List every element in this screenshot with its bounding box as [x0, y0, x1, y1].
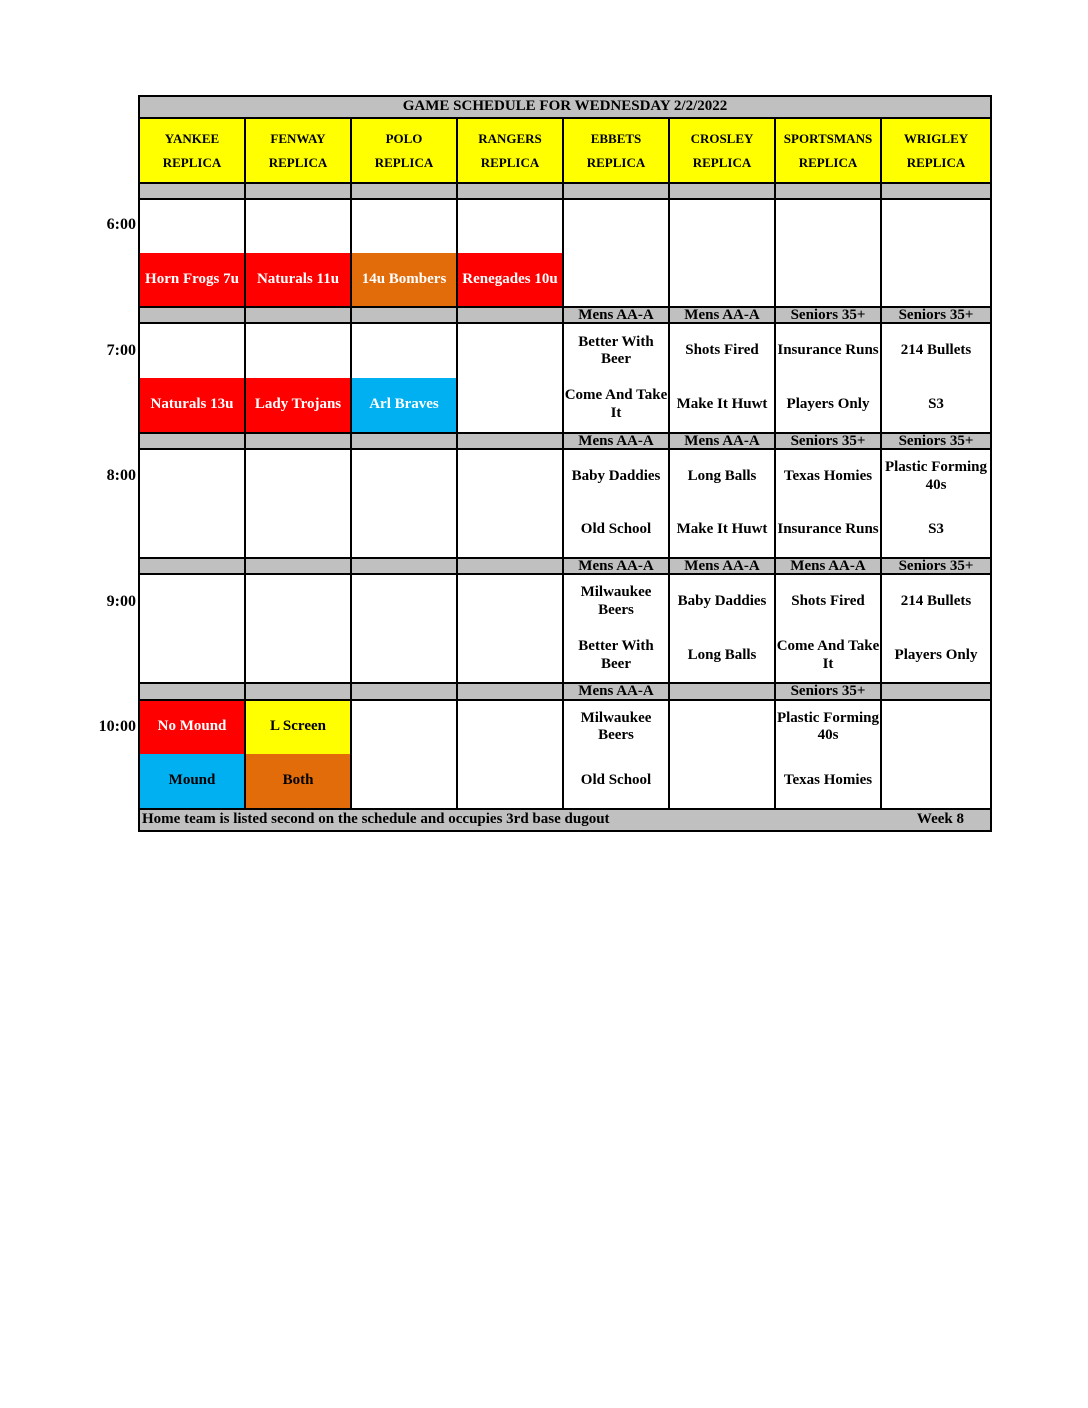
team-slot	[457, 378, 563, 433]
team-slot: Shots Fired	[669, 323, 775, 378]
team-slot	[457, 449, 563, 504]
team-slot	[245, 503, 351, 558]
time-label-8: 8:00	[106, 467, 136, 484]
team-slot: Come And Take It	[563, 378, 669, 433]
division-cell	[139, 433, 245, 449]
team-slot: Insurance Runs	[775, 503, 881, 558]
team-slot: Old School	[563, 754, 669, 809]
field-header-crosley	[669, 118, 775, 183]
game-slot	[457, 199, 563, 253]
team-slot	[457, 629, 563, 684]
division-cell	[457, 307, 563, 323]
division-cell: Mens AA-A	[775, 558, 881, 574]
team-slot: S3	[881, 378, 991, 433]
division-cell: Mens AA-A	[669, 433, 775, 449]
division-cell	[245, 307, 351, 323]
game-slot	[245, 199, 351, 253]
division-cell	[457, 183, 563, 199]
team-slot	[139, 629, 245, 684]
division-cell	[351, 433, 457, 449]
team-slot: Plastic Forming 40s	[881, 449, 991, 504]
team-slot	[139, 503, 245, 558]
division-cell	[351, 558, 457, 574]
team-slot: Arl Braves	[351, 378, 457, 433]
field-name: CROSLEY	[690, 130, 754, 146]
team-slot: Lady Trojans	[245, 378, 351, 433]
team-slot	[351, 449, 457, 504]
division-cell: Seniors 35+	[775, 433, 881, 449]
footer-row	[139, 809, 991, 831]
division-cell: Mens AA-A	[669, 558, 775, 574]
field-sub: REPLICA	[268, 154, 328, 170]
team-slot	[457, 700, 563, 755]
field-sub: REPLICA	[906, 154, 966, 170]
field-sub: REPLICA	[586, 154, 646, 170]
week-label: Week 8	[916, 811, 964, 828]
field-sub: REPLICA	[480, 154, 540, 170]
field-header-rangers	[457, 118, 563, 183]
game-slot	[775, 199, 881, 307]
team-slot: Better With Beer	[563, 629, 669, 684]
team-slot: 14u Bombers	[351, 253, 457, 308]
division-cell	[245, 683, 351, 699]
team-slot: Texas Homies	[775, 754, 881, 809]
team-slot	[351, 700, 457, 755]
legend-l-screen: L Screen	[245, 700, 351, 755]
team-slot	[351, 754, 457, 809]
team-slot	[881, 700, 991, 755]
division-cell: Mens AA-A	[563, 307, 669, 323]
team-slot: Plastic Forming 40s	[775, 700, 881, 755]
division-cell	[457, 683, 563, 699]
team-slot	[351, 574, 457, 629]
field-name: YANKEE	[164, 130, 220, 146]
field-header-yankee	[139, 118, 245, 183]
division-cell	[775, 183, 881, 199]
team-slot	[245, 449, 351, 504]
team-slot: S3	[881, 503, 991, 558]
team-slot	[457, 574, 563, 629]
team-slot	[139, 323, 245, 378]
division-cell	[669, 183, 775, 199]
team-slot: Texas Homies	[775, 449, 881, 504]
game-slot	[351, 199, 457, 253]
team-slot	[139, 574, 245, 629]
division-cell: Seniors 35+	[881, 433, 991, 449]
team-slot: Long Balls	[669, 449, 775, 504]
team-slot: Come And Take It	[775, 629, 881, 684]
field-header-ebbets	[563, 118, 669, 183]
team-slot: Long Balls	[669, 629, 775, 684]
field-header-polo	[351, 118, 457, 183]
team-slot: Old School	[563, 503, 669, 558]
team-slot: Insurance Runs	[775, 323, 881, 378]
division-cell: Seniors 35+	[775, 683, 881, 699]
schedule-title: GAME SCHEDULE FOR WEDNESDAY 2/2/2022	[139, 96, 991, 118]
division-cell	[139, 683, 245, 699]
schedule-table	[138, 95, 992, 832]
team-slot	[457, 503, 563, 558]
division-cell	[245, 433, 351, 449]
field-name: FENWAY	[270, 130, 326, 146]
division-cell	[139, 183, 245, 199]
team-slot: Milwaukee Beers	[563, 700, 669, 755]
team-slot	[457, 754, 563, 809]
division-cell	[245, 558, 351, 574]
division-cell	[245, 183, 351, 199]
team-slot	[245, 574, 351, 629]
team-slot	[351, 503, 457, 558]
team-slot: Baby Daddies	[563, 449, 669, 504]
field-name: WRIGLEY	[903, 130, 969, 146]
field-name: POLO	[385, 130, 423, 146]
field-name: SPORTSMANS	[783, 130, 873, 146]
division-cell	[351, 183, 457, 199]
team-slot	[881, 754, 991, 809]
field-header-fenway	[245, 118, 351, 183]
team-slot	[669, 700, 775, 755]
division-cell: Mens AA-A	[669, 307, 775, 323]
division-cell	[139, 307, 245, 323]
division-cell: Seniors 35+	[881, 558, 991, 574]
division-cell	[669, 683, 775, 699]
home-team-note: Home team is listed second on the schedule and occupies 3rd base dugout	[142, 811, 610, 828]
team-slot: Shots Fired	[775, 574, 881, 629]
field-sub: REPLICA	[798, 154, 858, 170]
division-cell	[139, 558, 245, 574]
field-sub: REPLICA	[162, 154, 222, 170]
time-label-9: 9:00	[106, 593, 136, 610]
division-cell: Mens AA-A	[563, 683, 669, 699]
legend-no-mound: No Mound	[139, 700, 245, 755]
field-sub: REPLICA	[692, 154, 752, 170]
team-slot	[351, 323, 457, 378]
legend-both: Both	[245, 754, 351, 809]
team-slot: Players Only	[881, 629, 991, 684]
team-slot	[669, 754, 775, 809]
game-slot	[669, 199, 775, 307]
division-cell	[351, 307, 457, 323]
team-slot: Naturals 11u	[245, 253, 351, 308]
division-cell	[457, 433, 563, 449]
division-cell	[881, 683, 991, 699]
time-label-7: 7:00	[106, 342, 136, 359]
team-slot: Renegades 10u	[457, 253, 563, 308]
team-slot: 214 Bullets	[881, 574, 991, 629]
field-header-wrigley	[881, 118, 991, 183]
team-slot	[245, 323, 351, 378]
time-label-10: 10:00	[98, 718, 136, 735]
field-sub: REPLICA	[374, 154, 434, 170]
time-label-6: 6:00	[106, 216, 136, 233]
legend-mound: Mound	[139, 754, 245, 809]
field-name: RANGERS	[478, 130, 542, 146]
division-cell: Mens AA-A	[563, 433, 669, 449]
field-header-sportsmans	[775, 118, 881, 183]
team-slot	[351, 629, 457, 684]
division-cell: Seniors 35+	[881, 307, 991, 323]
game-slot	[881, 199, 991, 307]
team-slot: Milwaukee Beers	[563, 574, 669, 629]
division-cell: Mens AA-A	[563, 558, 669, 574]
team-slot: Make It Huwt	[669, 503, 775, 558]
team-slot: Better With Beer	[563, 323, 669, 378]
game-slot	[563, 199, 669, 307]
division-cell: Seniors 35+	[775, 307, 881, 323]
team-slot: Make It Huwt	[669, 378, 775, 433]
team-slot: 214 Bullets	[881, 323, 991, 378]
team-slot: Players Only	[775, 378, 881, 433]
team-slot	[245, 629, 351, 684]
team-slot: Naturals 13u	[139, 378, 245, 433]
division-cell	[881, 183, 991, 199]
team-slot: Horn Frogs 7u	[139, 253, 245, 308]
team-slot	[457, 323, 563, 378]
team-slot	[139, 449, 245, 504]
field-name: EBBETS	[590, 130, 642, 146]
division-cell	[351, 683, 457, 699]
game-slot	[139, 199, 245, 253]
division-cell	[457, 558, 563, 574]
team-slot: Baby Daddies	[669, 574, 775, 629]
division-cell	[563, 183, 669, 199]
